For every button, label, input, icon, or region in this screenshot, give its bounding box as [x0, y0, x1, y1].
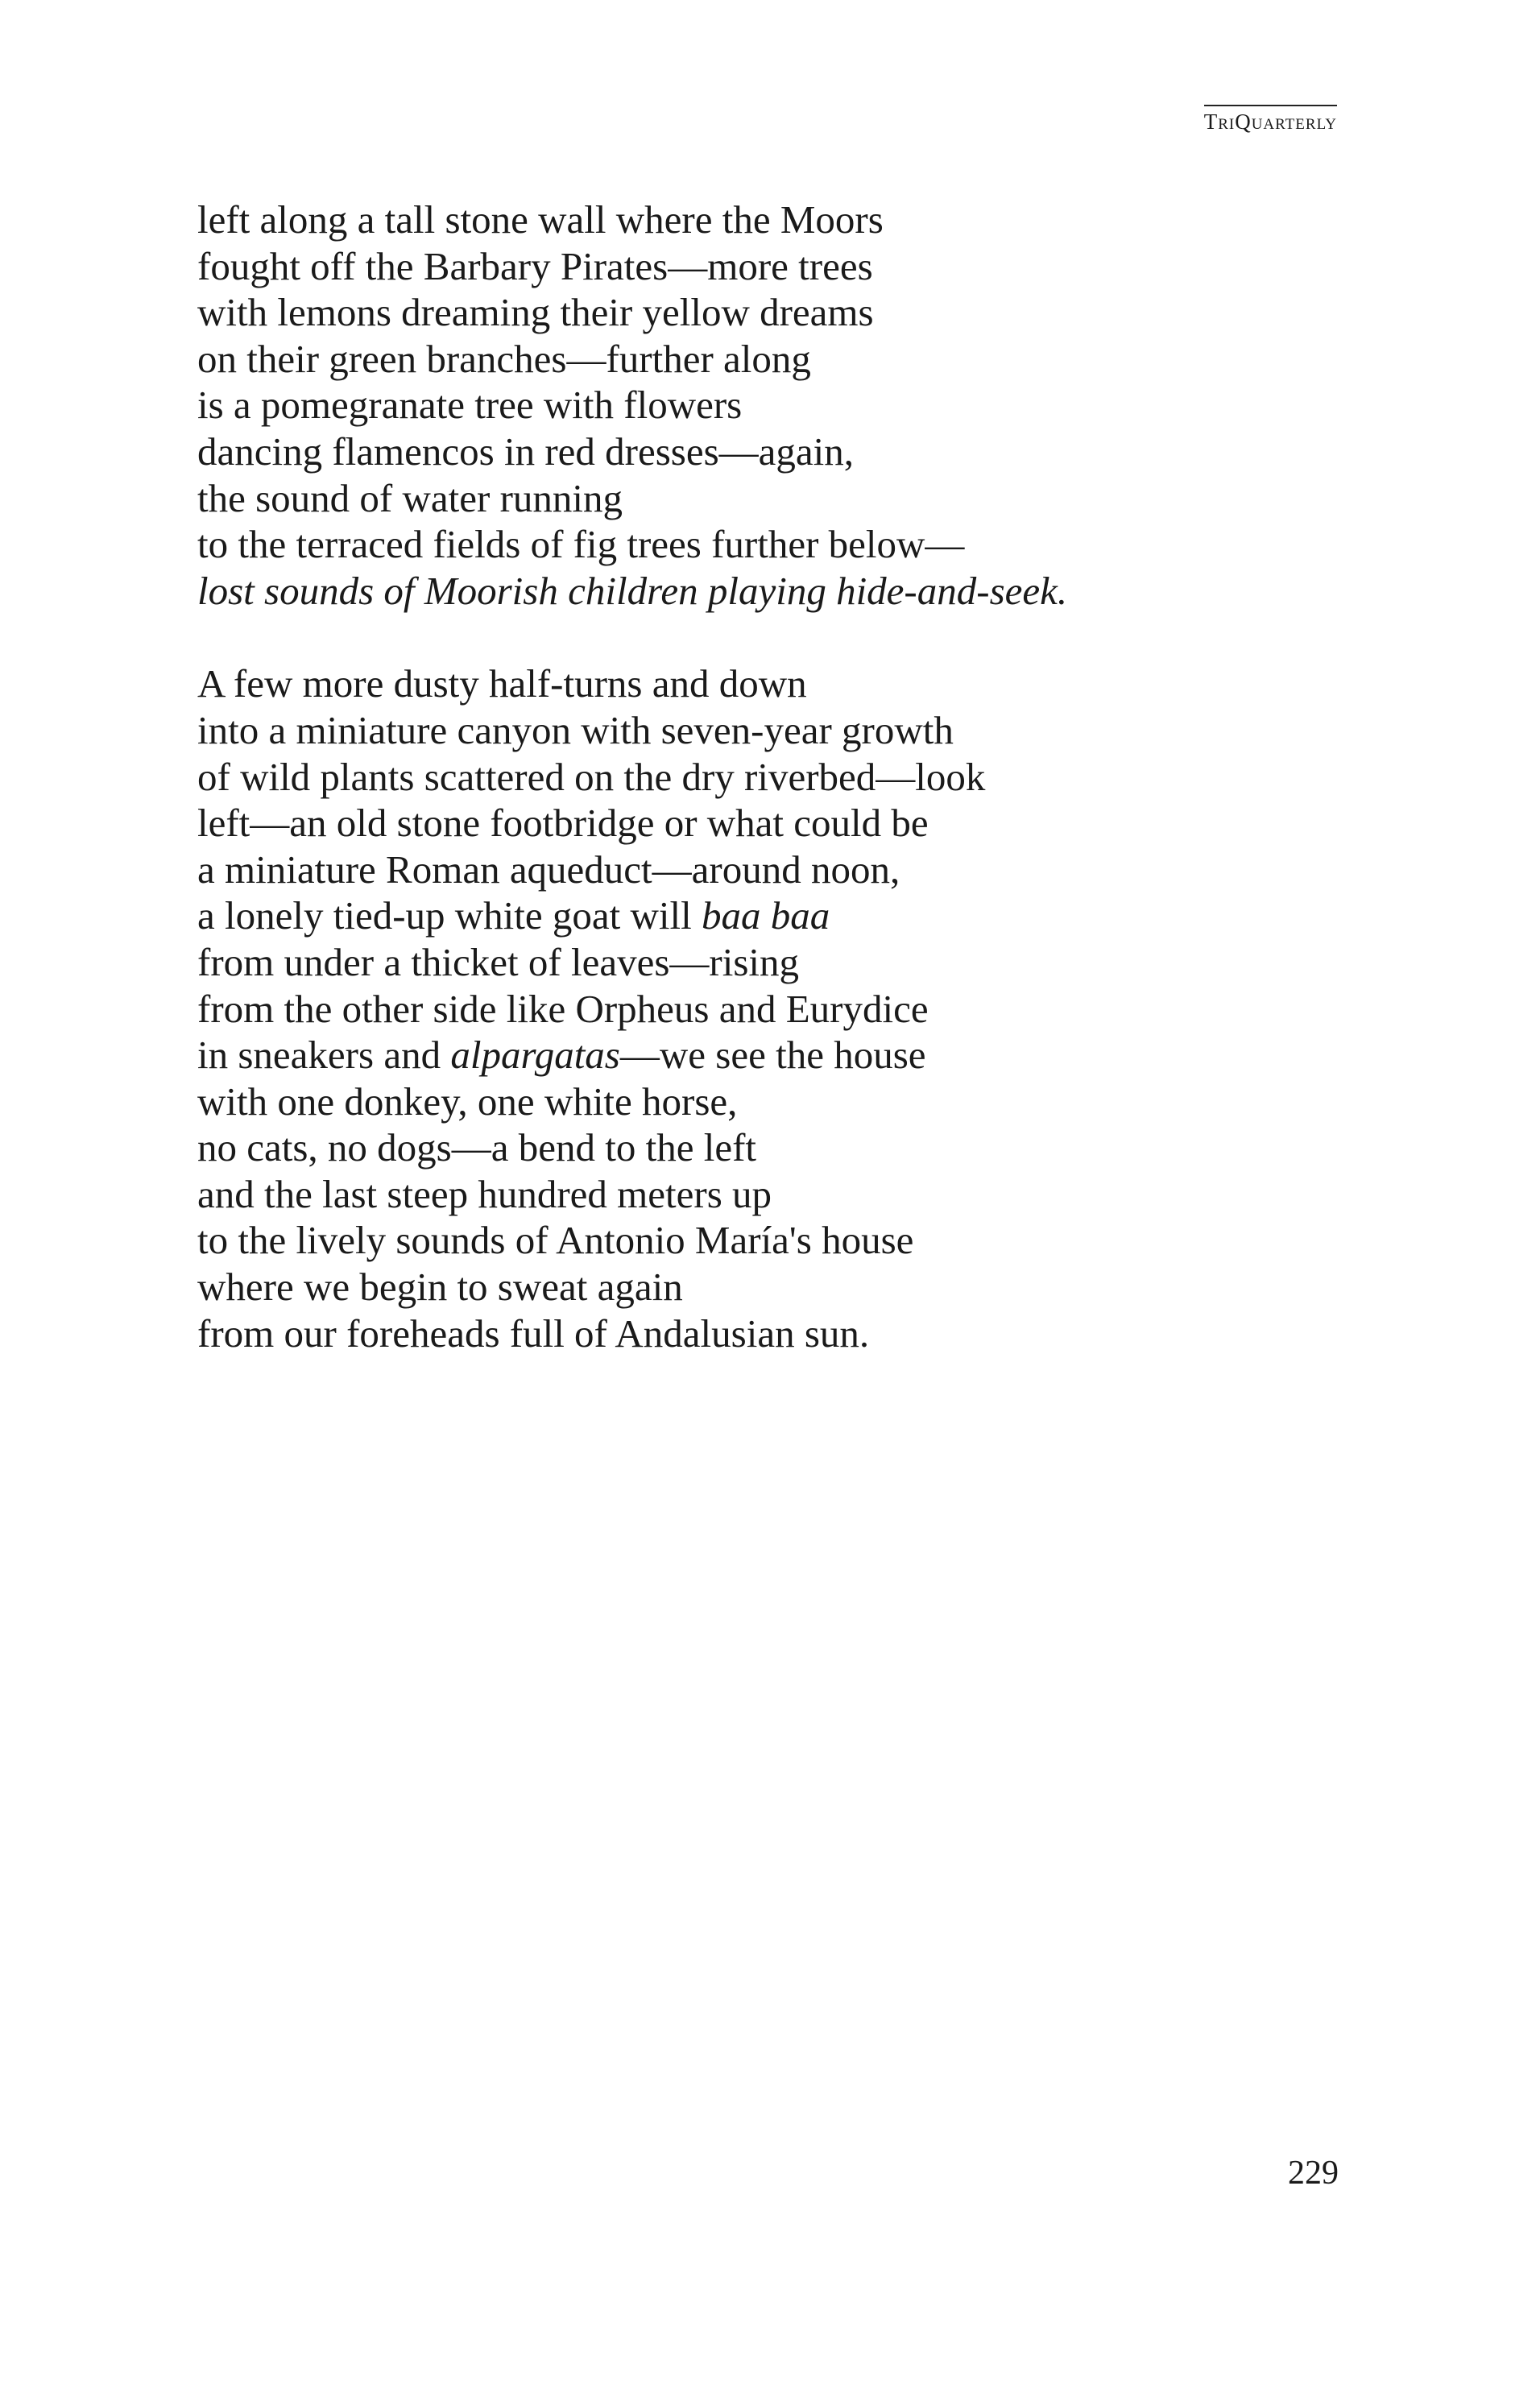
poem-line	[197, 1032, 1357, 1079]
poem-line: left along a tall stone wall where the Moors	[197, 197, 884, 242]
italic-text: lost sounds of Moorish children playing hide-and-seek.	[197, 568, 1068, 613]
poem-line: no cats, no dogs—a bend to the left	[197, 1125, 757, 1170]
italic-text: baa baa	[701, 893, 830, 938]
poem-body	[197, 197, 1357, 1356]
poem-line: into a miniature canyon with seven-year growth	[197, 707, 954, 752]
poem-line	[197, 892, 1357, 939]
poem-line: where we begin to sweat again	[197, 1265, 683, 1310]
poem-line: to the terraced fields of fig trees further below—	[197, 522, 965, 567]
poem-line: and the last steep hundred meters up	[197, 1171, 772, 1216]
poem-line: of wild plants scattered on the dry riverbed—look	[197, 754, 986, 799]
poem-line: dancing flamencos in red dresses—again,	[197, 429, 855, 474]
poem-line: on their green branches—further along	[197, 336, 811, 381]
poem-line: with lemons dreaming their yellow dreams	[197, 290, 874, 335]
stanza-1	[197, 197, 1357, 614]
running-head: TriQuarterly	[1204, 105, 1337, 135]
line-text: a lonely tied-up white goat will	[197, 893, 702, 938]
poem-line-italic	[197, 568, 1357, 615]
line-text: in sneakers and	[197, 1033, 451, 1078]
poem-line: from our foreheads full of Andalusian sun.	[197, 1310, 870, 1356]
poem-line: A few more dusty half-turns and down	[197, 661, 807, 706]
stanza-2	[197, 660, 1357, 1356]
poem-line: from the other side like Orpheus and Eurydice	[197, 986, 929, 1031]
poem-line: with one donkey, one white horse,	[197, 1079, 738, 1124]
poem-line: from under a thicket of leaves—rising	[197, 939, 800, 984]
page-number: 229	[1288, 2155, 1339, 2192]
poem-line: to the lively sounds of Antonio María's house	[197, 1218, 914, 1263]
poem-line: the sound of water running	[197, 475, 623, 520]
line-text: —we see the house	[619, 1033, 926, 1078]
poem-line: left—an old stone footbridge or what could be	[197, 801, 929, 846]
poem-line: is a pomegranate tree with flowers	[197, 383, 743, 428]
poem-line: a miniature Roman aqueduct—around noon,	[197, 847, 900, 892]
italic-text: alpargatas	[450, 1033, 620, 1078]
poem-line: fought off the Barbary Pirates—more trees	[197, 243, 873, 288]
